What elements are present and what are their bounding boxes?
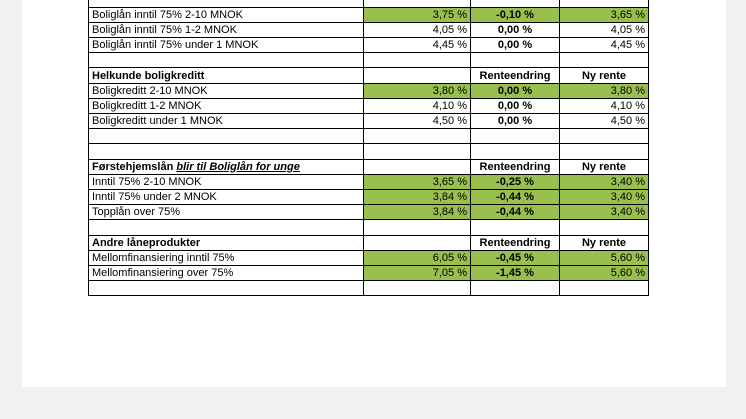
empty-cell [89, 129, 364, 144]
rate-row [89, 83, 649, 98]
product-name: Mellomfinansiering over 75% [89, 265, 364, 280]
empty-cell [560, 129, 649, 144]
current-rate: 3,65 % [364, 174, 471, 189]
current-rate: 6,05 % [364, 250, 471, 265]
rate-row [89, 250, 649, 265]
rate-row [89, 98, 649, 113]
new-rate: 4,45 % [560, 38, 649, 53]
rate-change: 0,00 % [471, 22, 560, 37]
rate-change: 0,00 % [471, 38, 560, 53]
empty-cell [89, 144, 364, 159]
section-header-row [89, 159, 649, 174]
rate-change: -0,45 % [471, 250, 560, 265]
empty-cell [364, 144, 471, 159]
spacer-row [89, 220, 649, 235]
new-rate: 5,60 % [560, 265, 649, 280]
rate-row [89, 114, 649, 129]
product-name: Topplån over 75% [89, 205, 364, 220]
section-title-note: blir til Boliglån for unge [176, 160, 300, 173]
spacer-row [89, 281, 649, 296]
section-header-row [89, 235, 649, 250]
empty-cell [471, 129, 560, 144]
rate-change: -1,45 % [471, 265, 560, 280]
spacer-row [89, 129, 649, 144]
new-rate: 4,05 % [560, 22, 649, 37]
current-rate: 3,80 % [364, 83, 471, 98]
empty-cell [471, 53, 560, 68]
section-title [89, 68, 364, 83]
empty-cell [560, 144, 649, 159]
rate-row [89, 265, 649, 280]
new-rate-column-header: Ny rente [560, 159, 649, 174]
current-rate: 4,10 % [364, 98, 471, 113]
rate-change: -0,44 % [471, 189, 560, 204]
product-name: Boligkreditt under 1 MNOK [89, 114, 364, 129]
rate-row [89, 205, 649, 220]
empty-cell [560, 53, 649, 68]
rate-row [89, 174, 649, 189]
rate-change: -0,10 % [471, 7, 560, 22]
section-title [89, 159, 364, 174]
rate-row [89, 7, 649, 22]
new-rate: 3,80 % [560, 83, 649, 98]
empty-cell [560, 220, 649, 235]
new-rate: 5,60 % [560, 250, 649, 265]
empty-cell [364, 220, 471, 235]
interest-rate-table [88, 0, 649, 296]
empty-cell [364, 68, 471, 83]
product-name: Boliglån inntil 75% under 1 MNOK [89, 38, 364, 53]
rate-row [89, 189, 649, 204]
empty-cell [364, 53, 471, 68]
current-rate: 7,05 % [364, 265, 471, 280]
spacer-row [89, 144, 649, 159]
current-rate: 4,50 % [364, 114, 471, 129]
spacer-row [89, 53, 649, 68]
product-name: Boligkreditt 2-10 MNOK [89, 83, 364, 98]
section-title-text: Helkunde boligkreditt [92, 69, 205, 82]
empty-cell [364, 129, 471, 144]
empty-cell [471, 281, 560, 296]
empty-cell [364, 235, 471, 250]
current-rate: 3,75 % [364, 7, 471, 22]
change-column-header: Renteendring [471, 159, 560, 174]
current-rate: 4,45 % [364, 38, 471, 53]
new-rate: 4,50 % [560, 114, 649, 129]
new-rate: 4,10 % [560, 98, 649, 113]
section-title-text: Førstehjemslån [92, 160, 174, 173]
new-rate-column-header: Ny rente [560, 68, 649, 83]
current-rate: 4,05 % [364, 22, 471, 37]
spreadsheet-page [22, 0, 726, 387]
rate-change: -0,25 % [471, 174, 560, 189]
new-rate: 3,40 % [560, 174, 649, 189]
change-column-header: Renteendring [471, 68, 560, 83]
empty-cell [364, 159, 471, 174]
rate-change: -0,44 % [471, 205, 560, 220]
empty-cell [89, 53, 364, 68]
empty-cell [471, 144, 560, 159]
change-column-header: Renteendring [471, 235, 560, 250]
rate-change: 0,00 % [471, 83, 560, 98]
empty-cell [471, 220, 560, 235]
rate-change: 0,00 % [471, 114, 560, 129]
empty-cell [560, 281, 649, 296]
section-header-row [89, 68, 649, 83]
new-rate-column-header: Ny rente [560, 235, 649, 250]
product-name: Boliglån inntil 75% 1-2 MNOK [89, 22, 364, 37]
rate-row [89, 22, 649, 37]
product-name: Boligkreditt 1-2 MNOK [89, 98, 364, 113]
product-name: Boliglån inntil 75% 2-10 MNOK [89, 7, 364, 22]
product-name: Inntil 75% under 2 MNOK [89, 189, 364, 204]
rate-change: 0,00 % [471, 98, 560, 113]
current-rate: 3,84 % [364, 189, 471, 204]
new-rate: 3,40 % [560, 189, 649, 204]
product-name: Inntil 75% 2-10 MNOK [89, 174, 364, 189]
empty-cell [89, 281, 364, 296]
section-title-text: Andre låneprodukter [92, 236, 201, 249]
empty-cell [89, 220, 364, 235]
section-title [89, 235, 364, 250]
new-rate: 3,40 % [560, 205, 649, 220]
rate-row [89, 38, 649, 53]
current-rate: 3,84 % [364, 205, 471, 220]
empty-cell [364, 281, 471, 296]
product-name: Mellomfinansiering inntil 75% [89, 250, 364, 265]
new-rate: 3,65 % [560, 7, 649, 22]
cut-header-row [89, 0, 649, 7]
